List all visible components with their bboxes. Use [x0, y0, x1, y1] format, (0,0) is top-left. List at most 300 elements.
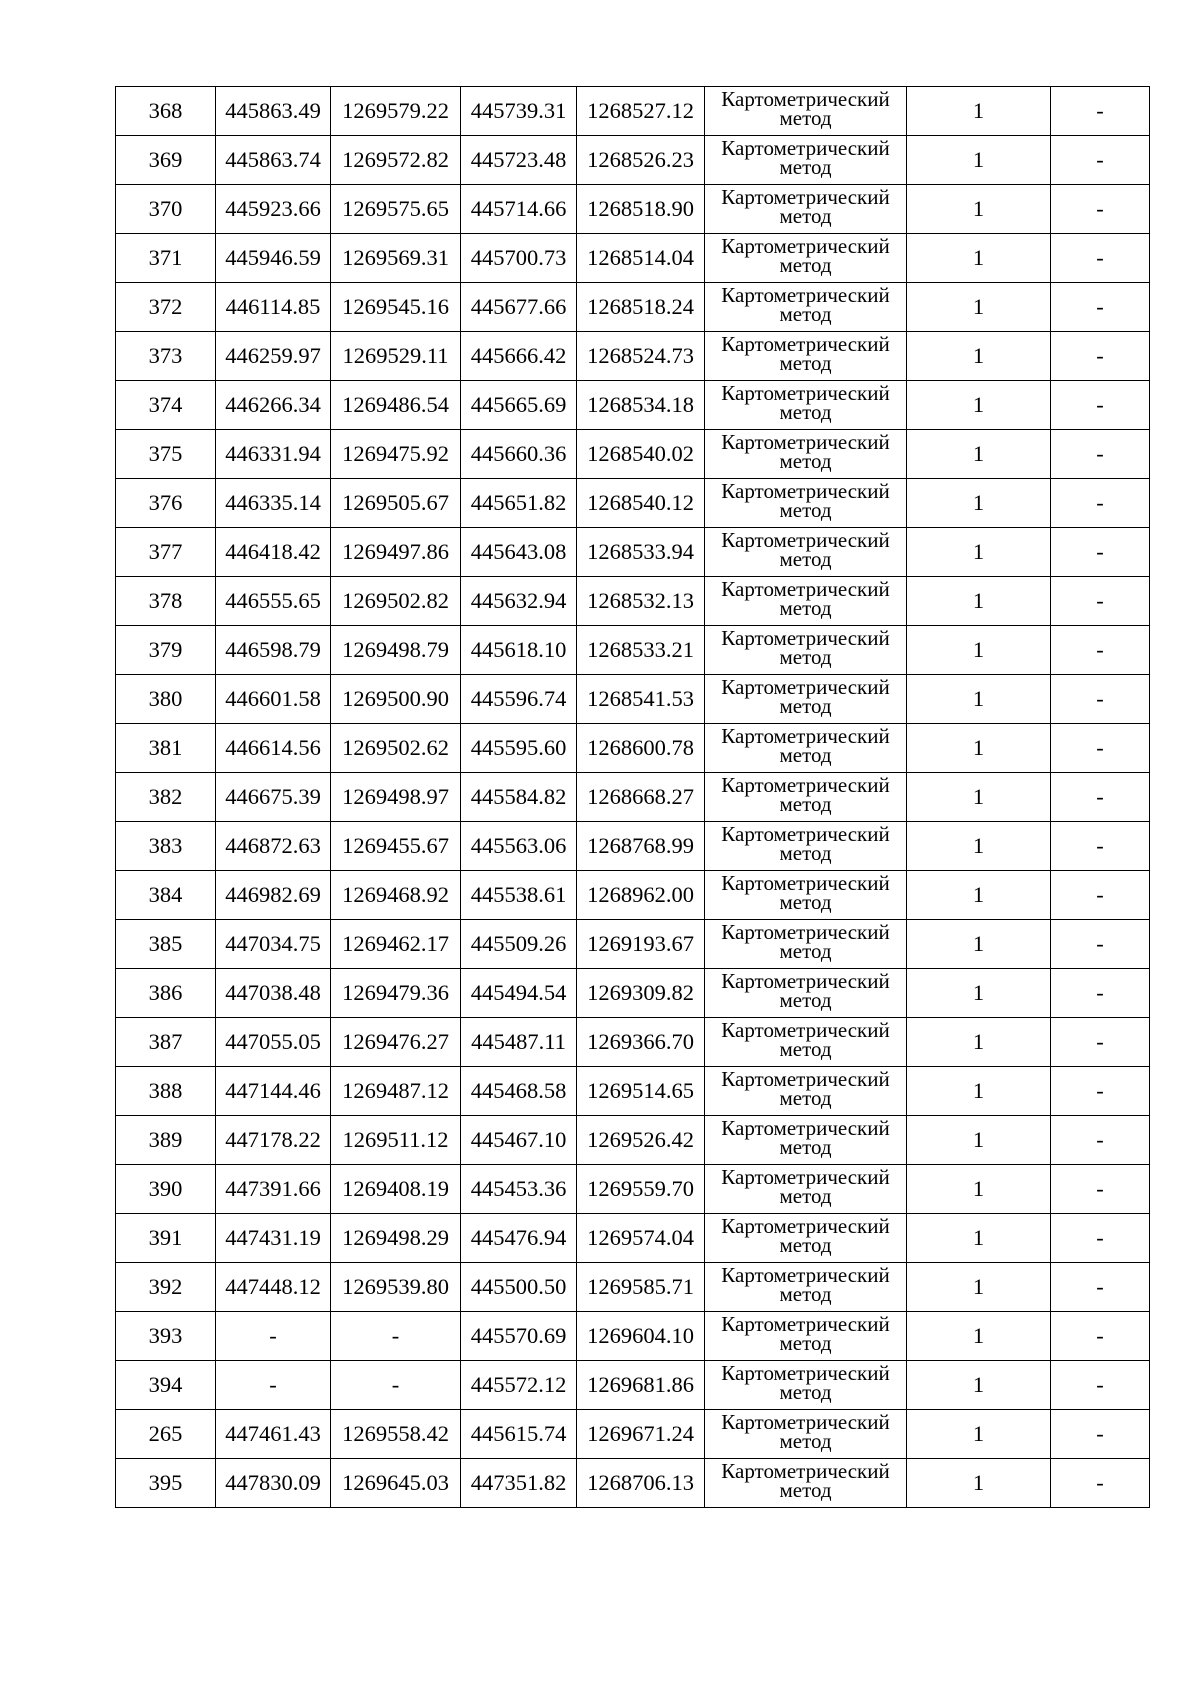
- point-number-cell: 391: [116, 1214, 216, 1263]
- description-cell: -: [1051, 381, 1150, 430]
- method-line-2: метод: [779, 1233, 832, 1257]
- point-number-cell: 368: [116, 87, 216, 136]
- y-old-cell: 1269502.62: [331, 724, 461, 773]
- x-old-cell: 447461.43: [216, 1410, 331, 1459]
- x-new-cell: 445723.48: [461, 136, 577, 185]
- point-number-cell: 381: [116, 724, 216, 773]
- description-cell: -: [1051, 1361, 1150, 1410]
- point-number-cell: 394: [116, 1361, 216, 1410]
- method-line-2: метод: [779, 792, 832, 816]
- y-old-cell: 1269558.42: [331, 1410, 461, 1459]
- method-cell: [705, 1067, 907, 1116]
- accuracy-cell: 1: [907, 773, 1051, 822]
- description-cell: -: [1051, 1459, 1150, 1508]
- description-cell: -: [1051, 1018, 1150, 1067]
- point-number-cell: 386: [116, 969, 216, 1018]
- description-cell: -: [1051, 724, 1150, 773]
- x-new-cell: 445467.10: [461, 1116, 577, 1165]
- method-line-1: Картометрический: [721, 1361, 890, 1385]
- table-row: [116, 1018, 1150, 1067]
- method-line-2: метод: [779, 1282, 832, 1306]
- x-old-cell: 446335.14: [216, 479, 331, 528]
- accuracy-cell: 1: [907, 528, 1051, 577]
- x-new-cell: 445596.74: [461, 675, 577, 724]
- table-row: [116, 1459, 1150, 1508]
- x-old-cell: 447144.46: [216, 1067, 331, 1116]
- y-old-cell: 1269475.92: [331, 430, 461, 479]
- accuracy-cell: 1: [907, 87, 1051, 136]
- table-row: [116, 1165, 1150, 1214]
- x-old-cell: 446675.39: [216, 773, 331, 822]
- point-number-cell: 389: [116, 1116, 216, 1165]
- point-number-cell: 395: [116, 1459, 216, 1508]
- x-old-cell: 446114.85: [216, 283, 331, 332]
- x-new-cell: 445714.66: [461, 185, 577, 234]
- table-row: [116, 626, 1150, 675]
- method-cell: [705, 185, 907, 234]
- accuracy-cell: 1: [907, 1165, 1051, 1214]
- table-row: [116, 920, 1150, 969]
- y-new-cell: 1268541.53: [577, 675, 705, 724]
- x-old-cell: 446614.56: [216, 724, 331, 773]
- y-old-cell: 1269545.16: [331, 283, 461, 332]
- point-number-cell: 371: [116, 234, 216, 283]
- point-number-cell: 375: [116, 430, 216, 479]
- x-new-cell: 445468.58: [461, 1067, 577, 1116]
- table-row: [116, 1312, 1150, 1361]
- description-cell: -: [1051, 969, 1150, 1018]
- x-new-cell: 445563.06: [461, 822, 577, 871]
- method-cell: [705, 381, 907, 430]
- description-cell: -: [1051, 1263, 1150, 1312]
- method-line-1: Картометрический: [721, 332, 890, 356]
- method-line-2: метод: [779, 1086, 832, 1110]
- y-old-cell: 1269572.82: [331, 136, 461, 185]
- y-old-cell: 1269498.29: [331, 1214, 461, 1263]
- method-cell: [705, 1459, 907, 1508]
- description-cell: -: [1051, 577, 1150, 626]
- x-new-cell: 445666.42: [461, 332, 577, 381]
- method-cell: [705, 577, 907, 626]
- y-new-cell: 1269366.70: [577, 1018, 705, 1067]
- x-new-cell: 445595.60: [461, 724, 577, 773]
- point-number-cell: 385: [116, 920, 216, 969]
- method-cell: [705, 1165, 907, 1214]
- x-new-cell: 445476.94: [461, 1214, 577, 1263]
- method-cell: [705, 1410, 907, 1459]
- table-row: [116, 185, 1150, 234]
- method-line-1: Картометрический: [721, 430, 890, 454]
- point-number-cell: 390: [116, 1165, 216, 1214]
- y-old-cell: 1269408.19: [331, 1165, 461, 1214]
- method-cell: [705, 1361, 907, 1410]
- y-new-cell: 1269604.10: [577, 1312, 705, 1361]
- y-new-cell: 1268534.18: [577, 381, 705, 430]
- method-cell: [705, 1214, 907, 1263]
- description-cell: -: [1051, 234, 1150, 283]
- x-old-cell: 445946.59: [216, 234, 331, 283]
- method-line-2: метод: [779, 155, 832, 179]
- method-cell: [705, 1312, 907, 1361]
- point-number-cell: 382: [116, 773, 216, 822]
- x-old-cell: 447830.09: [216, 1459, 331, 1508]
- method-cell: [705, 724, 907, 773]
- method-cell: [705, 479, 907, 528]
- method-line-2: метод: [779, 106, 832, 130]
- y-new-cell: 1269574.04: [577, 1214, 705, 1263]
- accuracy-cell: 1: [907, 479, 1051, 528]
- x-old-cell: -: [216, 1361, 331, 1410]
- x-new-cell: 445677.66: [461, 283, 577, 332]
- y-old-cell: 1269505.67: [331, 479, 461, 528]
- accuracy-cell: 1: [907, 1312, 1051, 1361]
- method-cell: [705, 283, 907, 332]
- table-row: [116, 773, 1150, 822]
- description-cell: -: [1051, 479, 1150, 528]
- method-line-1: Картометрический: [721, 1116, 890, 1140]
- table-row: [116, 1263, 1150, 1312]
- x-old-cell: 445923.66: [216, 185, 331, 234]
- description-cell: -: [1051, 920, 1150, 969]
- method-line-1: Картометрический: [721, 1312, 890, 1336]
- table-row: [116, 1361, 1150, 1410]
- point-number-cell: 378: [116, 577, 216, 626]
- point-number-cell: 376: [116, 479, 216, 528]
- x-old-cell: 447431.19: [216, 1214, 331, 1263]
- x-new-cell: 445584.82: [461, 773, 577, 822]
- point-number-cell: 387: [116, 1018, 216, 1067]
- y-old-cell: 1269569.31: [331, 234, 461, 283]
- method-line-1: Картометрический: [721, 773, 890, 797]
- description-cell: -: [1051, 185, 1150, 234]
- accuracy-cell: 1: [907, 1018, 1051, 1067]
- y-new-cell: 1269559.70: [577, 1165, 705, 1214]
- accuracy-cell: 1: [907, 1214, 1051, 1263]
- accuracy-cell: 1: [907, 136, 1051, 185]
- table-row: [116, 969, 1150, 1018]
- method-cell: [705, 528, 907, 577]
- y-old-cell: 1269486.54: [331, 381, 461, 430]
- x-old-cell: 447034.75: [216, 920, 331, 969]
- y-new-cell: 1269681.86: [577, 1361, 705, 1410]
- x-new-cell: 445643.08: [461, 528, 577, 577]
- x-new-cell: 445570.69: [461, 1312, 577, 1361]
- y-new-cell: 1269526.42: [577, 1116, 705, 1165]
- method-line-1: Картометрический: [721, 626, 890, 650]
- y-old-cell: 1269497.86: [331, 528, 461, 577]
- method-cell: [705, 675, 907, 724]
- method-cell: [705, 626, 907, 675]
- method-line-2: метод: [779, 1380, 832, 1404]
- x-old-cell: 445863.74: [216, 136, 331, 185]
- x-new-cell: 445572.12: [461, 1361, 577, 1410]
- method-cell: [705, 430, 907, 479]
- y-new-cell: 1268600.78: [577, 724, 705, 773]
- method-line-1: Картометрический: [721, 822, 890, 846]
- point-number-cell: 370: [116, 185, 216, 234]
- point-number-cell: 384: [116, 871, 216, 920]
- table-row: [116, 1116, 1150, 1165]
- table-row: [116, 1067, 1150, 1116]
- y-new-cell: 1268768.99: [577, 822, 705, 871]
- accuracy-cell: 1: [907, 822, 1051, 871]
- accuracy-cell: 1: [907, 920, 1051, 969]
- method-line-1: Картометрический: [721, 185, 890, 209]
- method-line-2: метод: [779, 1184, 832, 1208]
- y-old-cell: 1269498.97: [331, 773, 461, 822]
- y-old-cell: 1269502.82: [331, 577, 461, 626]
- description-cell: -: [1051, 626, 1150, 675]
- description-cell: -: [1051, 1067, 1150, 1116]
- method-line-1: Картометрический: [721, 724, 890, 748]
- table-row: [116, 577, 1150, 626]
- x-old-cell: 446982.69: [216, 871, 331, 920]
- description-cell: -: [1051, 1312, 1150, 1361]
- x-old-cell: 446418.42: [216, 528, 331, 577]
- accuracy-cell: 1: [907, 1116, 1051, 1165]
- table-row: [116, 871, 1150, 920]
- x-new-cell: 445500.50: [461, 1263, 577, 1312]
- y-old-cell: 1269468.92: [331, 871, 461, 920]
- y-new-cell: 1268962.00: [577, 871, 705, 920]
- method-line-2: метод: [779, 351, 832, 375]
- x-new-cell: 445487.11: [461, 1018, 577, 1067]
- accuracy-cell: 1: [907, 871, 1051, 920]
- y-new-cell: 1268533.94: [577, 528, 705, 577]
- description-cell: -: [1051, 773, 1150, 822]
- description-cell: -: [1051, 528, 1150, 577]
- method-line-1: Картометрический: [721, 1214, 890, 1238]
- accuracy-cell: 1: [907, 577, 1051, 626]
- method-line-2: метод: [779, 596, 832, 620]
- point-number-cell: 393: [116, 1312, 216, 1361]
- method-line-2: метод: [779, 890, 832, 914]
- method-cell: [705, 234, 907, 283]
- table-row: [116, 430, 1150, 479]
- table-row: [116, 332, 1150, 381]
- method-line-1: Картометрический: [721, 528, 890, 552]
- x-old-cell: 446331.94: [216, 430, 331, 479]
- point-number-cell: 374: [116, 381, 216, 430]
- method-line-1: Картометрический: [721, 381, 890, 405]
- method-cell: [705, 920, 907, 969]
- x-new-cell: 447351.82: [461, 1459, 577, 1508]
- y-old-cell: 1269455.67: [331, 822, 461, 871]
- method-cell: [705, 1116, 907, 1165]
- table-row: [116, 1214, 1150, 1263]
- point-number-cell: 377: [116, 528, 216, 577]
- y-new-cell: 1269671.24: [577, 1410, 705, 1459]
- x-new-cell: 445615.74: [461, 1410, 577, 1459]
- accuracy-cell: 1: [907, 1067, 1051, 1116]
- method-line-2: метод: [779, 1331, 832, 1355]
- y-old-cell: 1269498.79: [331, 626, 461, 675]
- y-old-cell: 1269500.90: [331, 675, 461, 724]
- method-cell: [705, 87, 907, 136]
- table-row: [116, 528, 1150, 577]
- description-cell: -: [1051, 1116, 1150, 1165]
- accuracy-cell: 1: [907, 1459, 1051, 1508]
- method-cell: [705, 822, 907, 871]
- x-new-cell: 445453.36: [461, 1165, 577, 1214]
- method-cell: [705, 1263, 907, 1312]
- method-line-2: метод: [779, 988, 832, 1012]
- x-old-cell: 446872.63: [216, 822, 331, 871]
- description-cell: -: [1051, 332, 1150, 381]
- x-new-cell: 445739.31: [461, 87, 577, 136]
- y-old-cell: -: [331, 1312, 461, 1361]
- y-new-cell: 1268518.90: [577, 185, 705, 234]
- x-old-cell: 447448.12: [216, 1263, 331, 1312]
- method-line-2: метод: [779, 204, 832, 228]
- y-new-cell: 1269309.82: [577, 969, 705, 1018]
- method-line-2: метод: [779, 743, 832, 767]
- description-cell: -: [1051, 1165, 1150, 1214]
- y-new-cell: 1268540.12: [577, 479, 705, 528]
- method-line-2: метод: [779, 694, 832, 718]
- accuracy-cell: 1: [907, 724, 1051, 773]
- x-old-cell: 446555.65: [216, 577, 331, 626]
- method-line-2: метод: [779, 1037, 832, 1061]
- method-line-1: Картометрический: [721, 87, 890, 111]
- method-line-2: метод: [779, 302, 832, 326]
- point-number-cell: 380: [116, 675, 216, 724]
- y-old-cell: 1269539.80: [331, 1263, 461, 1312]
- accuracy-cell: 1: [907, 626, 1051, 675]
- x-old-cell: -: [216, 1312, 331, 1361]
- description-cell: -: [1051, 87, 1150, 136]
- table-body: [116, 87, 1150, 1508]
- table-row: [116, 724, 1150, 773]
- method-line-1: Картометрический: [721, 1459, 890, 1483]
- x-old-cell: 446259.97: [216, 332, 331, 381]
- y-new-cell: 1269193.67: [577, 920, 705, 969]
- x-old-cell: 446601.58: [216, 675, 331, 724]
- method-line-2: метод: [779, 1429, 832, 1453]
- accuracy-cell: 1: [907, 969, 1051, 1018]
- x-new-cell: 445665.69: [461, 381, 577, 430]
- method-line-2: метод: [779, 1478, 832, 1502]
- method-cell: [705, 773, 907, 822]
- accuracy-cell: 1: [907, 1361, 1051, 1410]
- description-cell: -: [1051, 822, 1150, 871]
- y-new-cell: 1268527.12: [577, 87, 705, 136]
- x-old-cell: 447391.66: [216, 1165, 331, 1214]
- method-line-2: метод: [779, 841, 832, 865]
- accuracy-cell: 1: [907, 332, 1051, 381]
- method-line-1: Картометрический: [721, 136, 890, 160]
- method-line-2: метод: [779, 939, 832, 963]
- method-cell: [705, 136, 907, 185]
- method-line-1: Картометрический: [721, 1018, 890, 1042]
- y-old-cell: 1269645.03: [331, 1459, 461, 1508]
- accuracy-cell: 1: [907, 1263, 1051, 1312]
- accuracy-cell: 1: [907, 1410, 1051, 1459]
- method-line-1: Картометрический: [721, 577, 890, 601]
- y-new-cell: 1268514.04: [577, 234, 705, 283]
- table-row: [116, 1410, 1150, 1459]
- y-new-cell: 1269514.65: [577, 1067, 705, 1116]
- point-number-cell: 369: [116, 136, 216, 185]
- table-row: [116, 87, 1150, 136]
- method-cell: [705, 871, 907, 920]
- method-line-1: Картометрический: [721, 675, 890, 699]
- x-new-cell: 445660.36: [461, 430, 577, 479]
- x-new-cell: 445632.94: [461, 577, 577, 626]
- point-number-cell: 388: [116, 1067, 216, 1116]
- method-line-2: метод: [779, 400, 832, 424]
- y-old-cell: 1269462.17: [331, 920, 461, 969]
- accuracy-cell: 1: [907, 675, 1051, 724]
- y-old-cell: 1269575.65: [331, 185, 461, 234]
- table-row: [116, 479, 1150, 528]
- point-number-cell: 372: [116, 283, 216, 332]
- y-new-cell: 1268532.13: [577, 577, 705, 626]
- method-cell: [705, 1018, 907, 1067]
- y-old-cell: 1269487.12: [331, 1067, 461, 1116]
- table-row: [116, 234, 1150, 283]
- description-cell: -: [1051, 1410, 1150, 1459]
- y-new-cell: 1268526.23: [577, 136, 705, 185]
- table-row: [116, 283, 1150, 332]
- method-cell: [705, 332, 907, 381]
- x-old-cell: 447055.05: [216, 1018, 331, 1067]
- accuracy-cell: 1: [907, 283, 1051, 332]
- method-line-2: метод: [779, 645, 832, 669]
- method-line-1: Картометрический: [721, 1410, 890, 1434]
- y-new-cell: 1269585.71: [577, 1263, 705, 1312]
- method-line-1: Картометрический: [721, 1263, 890, 1287]
- method-line-2: метод: [779, 253, 832, 277]
- point-number-cell: 379: [116, 626, 216, 675]
- x-old-cell: 445863.49: [216, 87, 331, 136]
- method-line-2: метод: [779, 449, 832, 473]
- description-cell: -: [1051, 675, 1150, 724]
- x-new-cell: 445700.73: [461, 234, 577, 283]
- accuracy-cell: 1: [907, 430, 1051, 479]
- table-row: [116, 381, 1150, 430]
- method-line-2: метод: [779, 498, 832, 522]
- description-cell: -: [1051, 871, 1150, 920]
- method-line-1: Картометрический: [721, 479, 890, 503]
- accuracy-cell: 1: [907, 381, 1051, 430]
- y-old-cell: 1269479.36: [331, 969, 461, 1018]
- x-new-cell: 445538.61: [461, 871, 577, 920]
- x-new-cell: 445618.10: [461, 626, 577, 675]
- method-line-1: Картометрический: [721, 234, 890, 258]
- x-old-cell: 447178.22: [216, 1116, 331, 1165]
- y-new-cell: 1268540.02: [577, 430, 705, 479]
- y-old-cell: 1269579.22: [331, 87, 461, 136]
- accuracy-cell: 1: [907, 234, 1051, 283]
- x-old-cell: 446266.34: [216, 381, 331, 430]
- method-line-1: Картометрический: [721, 283, 890, 307]
- y-new-cell: 1268524.73: [577, 332, 705, 381]
- y-new-cell: 1268706.13: [577, 1459, 705, 1508]
- method-line-1: Картометрический: [721, 1067, 890, 1091]
- point-number-cell: 383: [116, 822, 216, 871]
- table-row: [116, 822, 1150, 871]
- x-new-cell: 445494.54: [461, 969, 577, 1018]
- method-line-1: Картометрический: [721, 969, 890, 993]
- accuracy-cell: 1: [907, 185, 1051, 234]
- point-number-cell: 265: [116, 1410, 216, 1459]
- x-new-cell: 445651.82: [461, 479, 577, 528]
- description-cell: -: [1051, 1214, 1150, 1263]
- description-cell: -: [1051, 136, 1150, 185]
- method-line-2: метод: [779, 1135, 832, 1159]
- y-new-cell: 1268533.21: [577, 626, 705, 675]
